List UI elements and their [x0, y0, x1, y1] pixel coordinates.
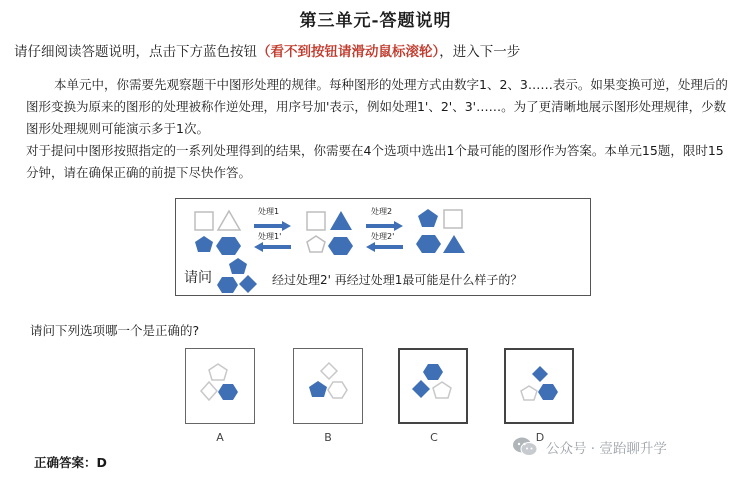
arrow1-right-icon — [254, 221, 292, 231]
watermark — [512, 436, 667, 458]
hexagon-filled — [423, 364, 443, 380]
hexagon-filled — [328, 237, 353, 255]
rules-paragraph: 本单元中，你需要先观察题干中图形处理的规律。每种图形的处理方式由数字1、2、3……表示。如果变换可逆，处理后的图形变换为原来的图形的处理被称作逆处理，用序号加'表示，例如处理1'、2'、3'……。为了更清晰地展示图形处理规律，少数图形处理规则可能演示多于1次。 — [26, 77, 728, 136]
diamond-filled — [532, 366, 548, 382]
instruction-prefix: 请仔细阅读答题说明，点击下方蓝色按钮 — [14, 44, 257, 60]
page-title: 第三单元-答题说明 — [299, 11, 452, 31]
question-figure — [214, 256, 260, 298]
pentagon-outline — [209, 364, 227, 380]
diamond-outline — [201, 382, 217, 400]
arrow1-top-label: 处理1 — [258, 207, 280, 216]
pentagon-outline — [307, 236, 325, 252]
diamond-filled — [239, 275, 257, 293]
option-d-label: D — [535, 431, 545, 444]
pentagon-filled — [309, 381, 327, 397]
hexagon-filled — [416, 235, 441, 253]
correct-answer: 正确答案：D — [34, 455, 107, 470]
pentagon-filled — [418, 209, 438, 227]
arrow1-bottom-label: 处理1' — [258, 232, 282, 241]
diamond-filled — [412, 380, 430, 398]
task-paragraph: 对于提问中图形按照指定的一系列处理得到的结果，你需要在4个选项中选出1个最可能的图形作为答案。本单元15题，限时15分钟，请在确保正确的前提下尽快作答。 — [26, 143, 724, 180]
pentagon-outline — [521, 386, 537, 400]
arrow2-bottom-label: 处理2' — [371, 232, 395, 241]
example-original-figure — [192, 208, 246, 258]
square-outline — [307, 212, 325, 230]
arrow2-left-icon — [366, 242, 404, 252]
pentagon-filled — [229, 258, 247, 274]
example-after-process1-figure — [304, 208, 358, 258]
instruction-line — [14, 40, 520, 60]
triangle-filled — [330, 211, 352, 230]
example-question: 经过处理2' 再经过处理1最可能是什么样子的？ — [272, 273, 523, 287]
watermark-text: 公众号 · 壹跆聊升学 — [546, 441, 667, 457]
option-a-figure — [196, 360, 244, 410]
options-prompt: 请问下列选项哪一个是正确的? — [30, 323, 200, 338]
hexagon-filled — [216, 237, 241, 255]
hexagon-outline — [328, 382, 347, 398]
square-outline — [444, 210, 462, 228]
triangle-filled — [443, 235, 465, 253]
option-c-label: C — [430, 431, 438, 444]
ask-label: 请问 — [184, 270, 212, 286]
option-a-label: A — [216, 431, 224, 444]
wechat-icon — [512, 436, 538, 458]
hexagon-filled — [217, 277, 238, 293]
hexagon-filled — [538, 384, 558, 400]
option-c-figure — [408, 360, 458, 410]
arrow2-right-icon — [366, 221, 404, 231]
example-after-process2-figure — [414, 206, 468, 258]
pentagon-outline — [433, 382, 451, 398]
pentagon-filled — [195, 236, 213, 252]
hexagon-filled — [218, 384, 238, 400]
option-b-label: B — [324, 431, 332, 444]
option-d-figure — [514, 360, 564, 410]
arrow1-left-icon — [254, 242, 292, 252]
triangle-outline — [218, 211, 240, 230]
option-b-figure — [304, 360, 352, 410]
arrow2-top-label: 处理2 — [371, 207, 393, 216]
instruction-suffix: ，进入下一步 — [439, 44, 521, 60]
instruction-warning: （看不到按钮请滑动鼠标滚轮） — [257, 44, 440, 60]
diamond-outline — [321, 363, 337, 379]
square-outline — [195, 212, 213, 230]
